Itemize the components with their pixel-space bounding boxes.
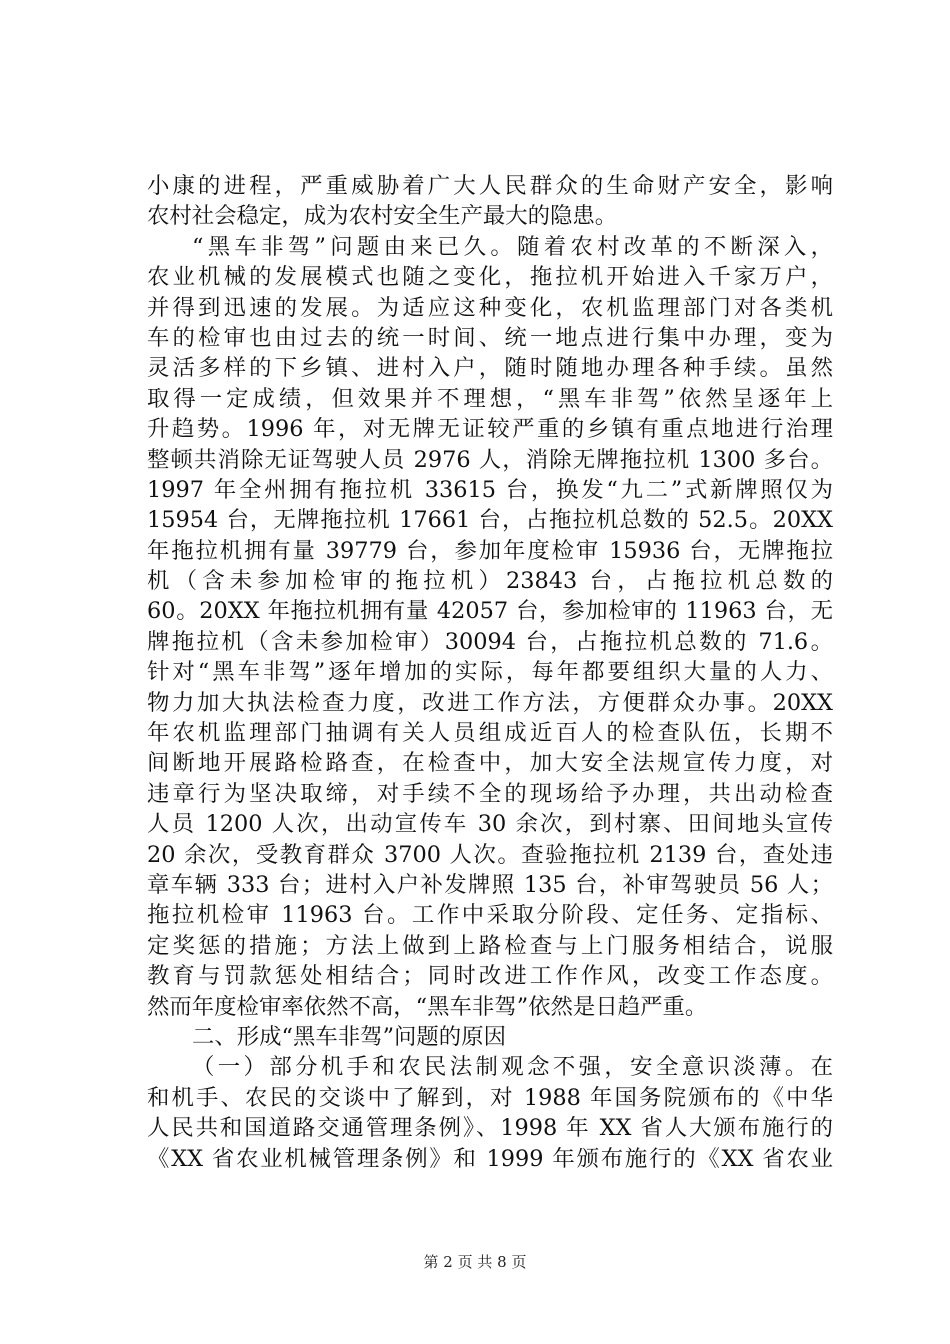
text-line: 机（含未参加检审的拖拉机）23843 台，占拖拉机总数的: [147, 568, 833, 595]
text-line: 整顿共消除无证驾驶人员 2976 人，消除无牌拖拉机 1300 多台。: [147, 446, 833, 473]
text-line: 和机手、农民的交谈中了解到，对 1988 年国务院颁布的《中华: [147, 1084, 833, 1111]
text-line: 小康的进程，严重威胁着广大人民群众的生命财产安全，影响: [147, 173, 833, 199]
text-line: 并得到迅速的发展。为适应这种变化，农机监理部门对各类机: [147, 294, 833, 321]
text-line: 章车辆 333 台；进村入户补发牌照 135 台，补审驾驶员 56 人；: [147, 871, 833, 898]
text-line: 车的检审也由过去的统一时间、统一地点进行集中办理，变为: [147, 324, 833, 351]
text-line: 定奖惩的措施；方法上做到上路检查与上门服务相结合，说服: [147, 932, 833, 959]
page-footer: 第 2 页 共 8 页: [423, 1253, 527, 1271]
text-line: 教育与罚款惩处相结合；同时改进工作作风，改变工作态度。: [147, 963, 833, 990]
text-line: 拖拉机检审 11963 台。工作中采取分阶段、定任务、定指标、: [147, 902, 833, 929]
text-line: 农业机械的发展模式也随之变化，拖拉机开始进入千家万户，: [147, 264, 833, 291]
text-line: “黑车非驾”问题由来已久。随着农村改革的不断深入，: [192, 233, 833, 260]
text-line: 物力加大执法检查力度，改进工作方法，方便群众办事。20XX: [147, 689, 833, 716]
text-line: 二、形成“黑车非驾”问题的原因: [192, 1023, 506, 1050]
text-line: 年农机监理部门抽调有关人员组成近百人的检查队伍，长期不: [147, 720, 833, 747]
text-line: 取得一定成绩，但效果并不理想，“黑车非驾”依然呈逐年上: [147, 385, 833, 412]
text-line: 60。20XX 年拖拉机拥有量 42057 台，参加检审的 11963 台，无: [147, 598, 833, 625]
text-line: 间断地开展路检路查，在检查中，加大安全法规宣传力度，对: [147, 750, 833, 777]
text-line: （一）部分机手和农民法制观念不强，安全意识淡薄。在: [192, 1054, 833, 1081]
text-line: 年拖拉机拥有量 39779 台，参加年度检审 15936 台，无牌拖拉: [147, 537, 833, 564]
text-line: 人民共和国道路交通管理条例》、1998 年 XX 省人大颁布施行的: [147, 1115, 833, 1142]
text-line: 农村社会稳定，成为农村安全生产最大的隐患。: [147, 203, 618, 230]
text-line: 15954 台，无牌拖拉机 17661 台，占拖拉机总数的 52.5。20XX: [147, 507, 833, 534]
text-line: 针对“黑车非驾”逐年增加的实际，每年都要组织大量的人力、: [147, 659, 833, 686]
body-text: [147, 171, 833, 1174]
text-line: 人员 1200 人次，出动宣传车 30 余次，到村寨、田间地头宣传: [147, 811, 833, 838]
text-line: 牌拖拉机（含未参加检审）30094 台，占拖拉机总数的 71.6。: [147, 628, 833, 655]
text-line: 然而年度检审率依然不高，“黑车非驾”依然是日趋严重。: [147, 993, 708, 1020]
text-line: 违章行为坚决取缔，对手续不全的现场给予办理，共出动检查: [147, 780, 833, 807]
text-line: 升趋势。1996 年，对无牌无证较严重的乡镇有重点地进行治理: [147, 416, 833, 443]
text-line: 1997 年全州拥有拖拉机 33615 台，换发“九二”式新牌照仅为: [147, 476, 833, 503]
text-line: 《XX 省农业机械管理条例》和 1999 年颁布施行的《XX 省农业: [147, 1145, 833, 1172]
text-line: 20 余次，受教育群众 3700 人次。查验拖拉机 2139 台，查处违: [147, 841, 833, 868]
text-line: 灵活多样的下乡镇、进村入户，随时随地办理各种手续。虽然: [147, 355, 833, 382]
